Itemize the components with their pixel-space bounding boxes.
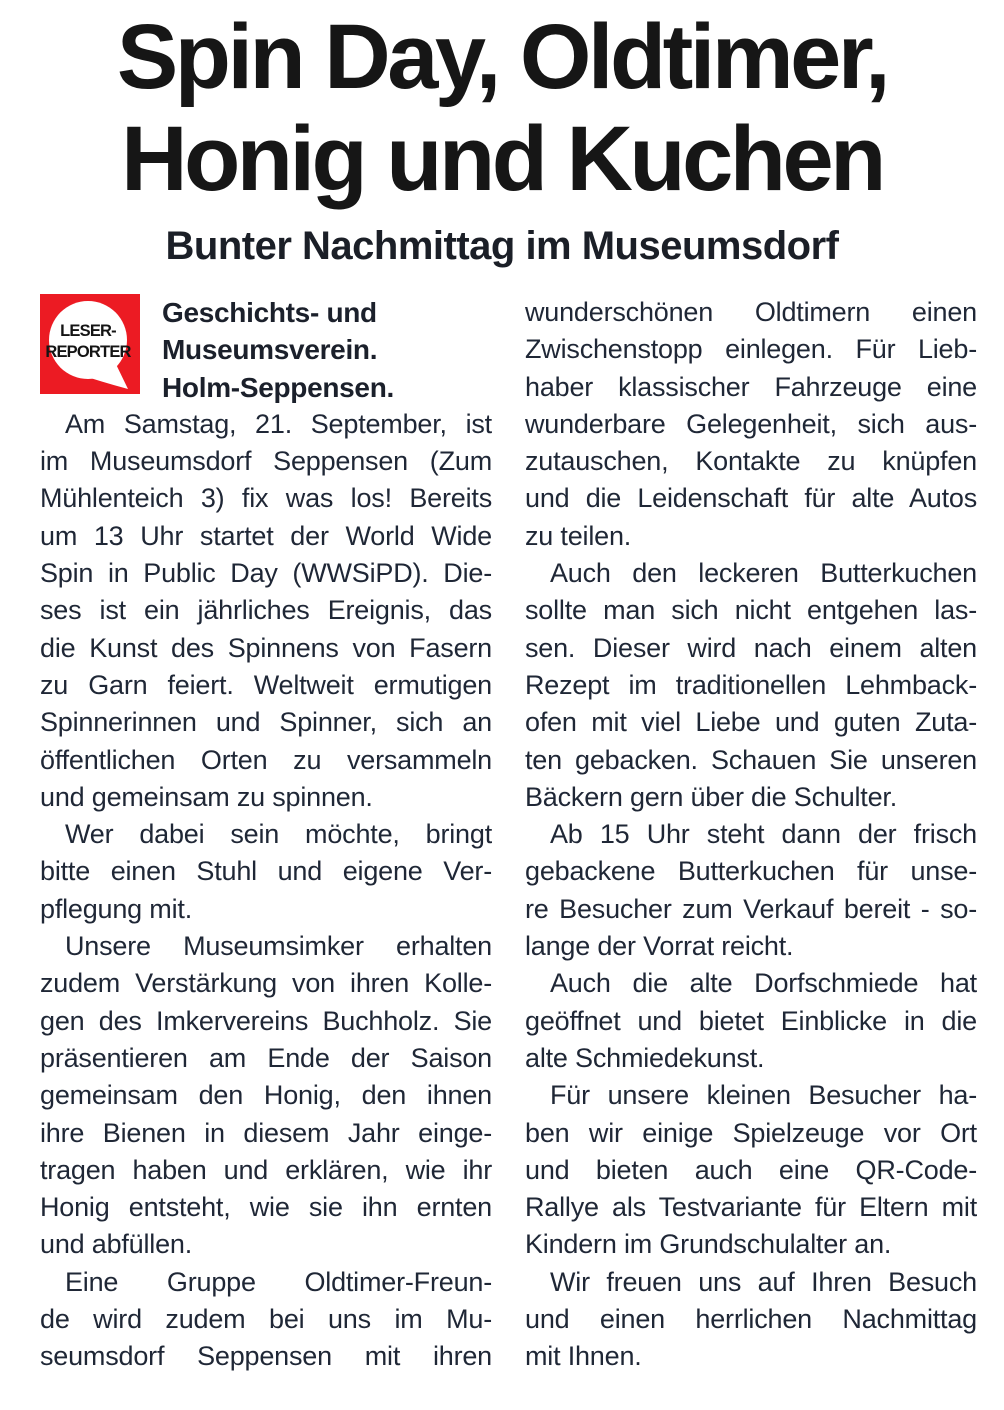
speech-bubble-icon [40, 294, 140, 394]
badge-text-line-1: LESER- [60, 322, 116, 340]
article-line: zu Garn feiert. Weltweit ermutigen [40, 669, 492, 700]
article-line: Wer dabei sein möchte, bringt [65, 819, 492, 850]
subheadline: Bunter Nachmittag im Museumsdorf [165, 224, 839, 268]
article-line: haber klassischer Fahrzeuge eine [525, 371, 977, 402]
headline-line-2: Honig und Kuchen [121, 108, 883, 210]
article-line: gebackene Butterkuchen für unse- [525, 856, 977, 887]
article-line: im Museumsdorf Seppensen (Zum [40, 446, 492, 477]
article-line: de wird zudem bei uns im Mu- [40, 1304, 492, 1335]
article-line: zutauschen, Kontakte zu knüpfen [525, 446, 977, 477]
article-line: zudem Verstärkung von ihren Kolle- [40, 968, 492, 999]
article-line: Holm-Seppensen. [162, 371, 394, 403]
article-line: lange der Vorrat reicht. [525, 931, 794, 962]
article-line: seumsdorf Seppensen mit ihren [40, 1341, 492, 1372]
article-line: wunderschönen Oldtimern einen [525, 297, 977, 327]
article-line: ses ist ein jährliches Ereignis, das [40, 595, 492, 626]
column-lines-container [525, 294, 977, 1376]
article-line: Eine Gruppe Oldtimer-Freun- [65, 1266, 492, 1297]
article-line: ihre Bienen in diesem Jahr einge- [40, 1117, 492, 1148]
article-line: tragen haben und erklären, wie ihr [40, 1154, 492, 1185]
article-line: ben wir einige Spielzeuge vor Ort [525, 1117, 977, 1148]
article-line: Auch die alte Dorfschmiede hat [550, 968, 977, 999]
article-line: Bäckern gern über die Schulter. [525, 781, 898, 812]
article-line: präsentieren am Ende der Saison [40, 1042, 492, 1073]
article-header [0, 0, 1004, 268]
article-line: Ab 15 Uhr steht dann der frisch [550, 819, 977, 850]
article-line: Auch den leckeren Butterkuchen [550, 558, 977, 589]
article-line: Mühlenteich 3) fix was los! Bereits [40, 483, 492, 514]
article-line: gen des Imkervereins Buchholz. Sie [40, 1005, 492, 1036]
article-line: Museumsverein. [162, 334, 378, 366]
article-line: re Besucher zum Verkauf bereit - so- [525, 893, 977, 924]
article-line: und abfüllen. [40, 1229, 193, 1260]
article-line: und die Leidenschaft für alte Autos [525, 483, 977, 514]
article-line: Honig entsteht, wie sie ihn ernten [40, 1192, 492, 1223]
article-line: Unsere Museumsimker erhalten [65, 931, 492, 962]
article-line: ofen mit viel Liebe und guten Zuta- [525, 707, 977, 738]
article-line: Spin in Public Day (WWSiPD). Die- [40, 558, 492, 589]
article-line: Zwischenstopp einlegen. Für Lieb- [525, 334, 977, 365]
article-body [0, 294, 1004, 1376]
article-line: Rezept im traditionellen Lehmback- [525, 669, 977, 700]
article-line: und bieten auch eine QR-Code- [525, 1154, 977, 1185]
article-line: Am Samstag, 21. September, ist [65, 408, 492, 439]
article-line: bitte einen Stuhl und eigene Ver- [40, 856, 492, 887]
article-line: um 13 Uhr startet der World Wide [40, 520, 492, 551]
article-line: die Kunst des Spinnens von Fasern [40, 632, 492, 663]
article-line: Wir freuen uns auf Ihren Besuch [550, 1266, 977, 1297]
article-line: zu teilen. [525, 520, 632, 551]
badge-text-line-2: REPORTER [45, 343, 131, 361]
article-line: mit Ihnen. [525, 1341, 642, 1372]
column-lines-container [40, 294, 492, 1376]
article-line: Geschichts- und [162, 297, 377, 328]
article-line: öffentlichen Orten zu versammeln [40, 744, 492, 775]
article-line: gemeinsam den Honig, den ihnen [40, 1080, 492, 1111]
article-line: Rallye als Testvariante für Eltern mit [525, 1192, 977, 1223]
article-line: wunderbare Gelegenheit, sich aus- [525, 408, 977, 439]
article-line: geöffnet und bietet Einblicke in die [525, 1005, 977, 1036]
article-line: Spinnerinnen und Spinner, sich an [40, 707, 492, 738]
article-line: alte Schmiedekunst. [525, 1042, 765, 1073]
article-line: sen. Dieser wird nach einem alten [525, 632, 977, 663]
article-column-right [525, 294, 977, 1376]
article-line: ten gebacken. Schauen Sie unseren [525, 744, 977, 775]
article-line: sollte man sich nicht entgehen las- [525, 595, 977, 626]
article-line: Kindern im Grundschulalter an. [525, 1229, 892, 1260]
article-line: und einen herrlichen Nachmittag [525, 1304, 977, 1335]
article-line: Für unsere kleinen Besucher ha- [550, 1080, 977, 1111]
article-line: pflegung mit. [40, 893, 192, 924]
article-line: und gemeinsam zu spinnen. [40, 781, 373, 812]
leser-reporter-badge [40, 294, 140, 394]
article-column-left [40, 294, 492, 1376]
headline-line-1: Spin Day, Oldtimer, [116, 6, 888, 108]
